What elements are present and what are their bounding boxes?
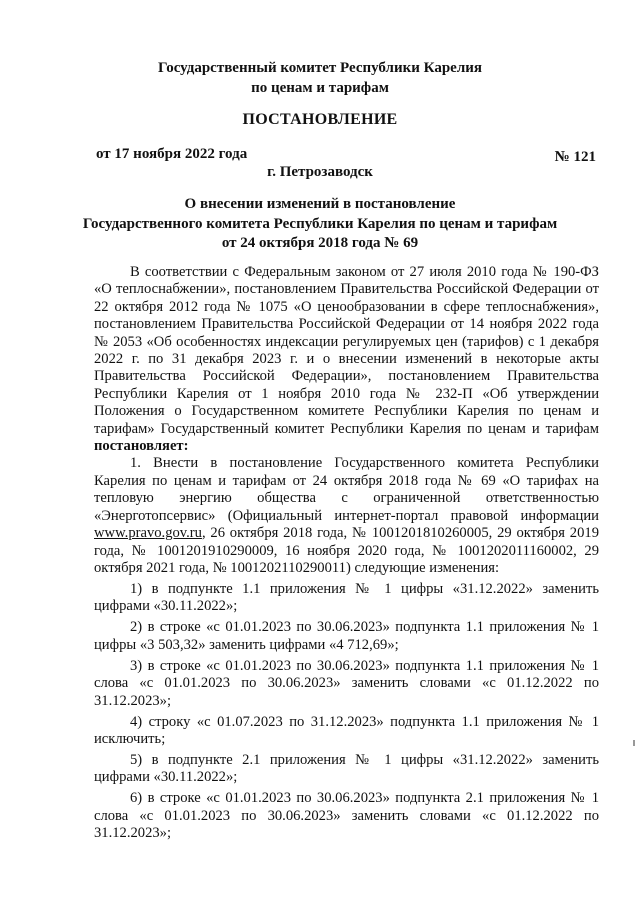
document-date: от 17 ноября 2022 года: [96, 146, 248, 162]
clause-1-paragraph: [94, 455, 599, 577]
document-type: ПОСТАНОВЛЕНИЕ: [242, 111, 398, 128]
list-item: 5) в подпункте 2.1 приложения № 1 цифры «31.12.2022» заменить цифрами «30.11.2022»;: [94, 751, 599, 786]
list-item: 2) в строке «с 01.01.2023 по 30.06.2023» подпункта 1.1 приложения № 1 цифры «3 503,32» заменить цифрами «4 712,69»;: [94, 619, 599, 653]
list-item: 6) в строке «с 01.01.2023 по 30.06.2023» подпункта 2.1 приложения № 1 слова «с 01.01.2023 по 30.06.2023» заменить словами «с 01.12.2022 по 31.12.2023»;: [94, 790, 599, 842]
preamble-text: В соответствии с Федеральным законом от 27 июля 2010 года № 190-ФЗ «О теплоснабжении», постановлением Правительства Российской Федерации от 22 октября 2012 года № 1075 «О ценообразовании в сфере теплоснабжения», постановлением Правительства Российской Федерации от 14 ноября 2022 года № 2053 «Об особенностях индексации регулируемых цен (тарифов) с 1 декабря 2022 г. по 31 декабря 2023 г. и о внесении изменений в некоторые акты Правительства Российской Федерации», постановлением Правительства Республики Карелия от 1 ноября 2010 года № 232-П «Об утверждении Положения о Государственном комитете Республики Карелия по ценам и тарифам» Государственный комитет Республики Карелия по ценам и тарифам: [94, 264, 599, 437]
document-number: № 121: [554, 149, 596, 165]
scan-margin-mark: [633, 740, 635, 746]
title-line1: О внесении изменений в постановление: [184, 196, 456, 212]
list-item: 1) в подпункте 1.1 приложения № 1 цифры «31.12.2022» заменить цифрами «30.11.2022»;: [94, 580, 599, 615]
list-item: 4) строку «с 01.07.2023 по 31.12.2023» подпункта 1.1 приложения № 1 исключить;: [94, 713, 599, 747]
clause-1-publication-text: , 26 октября 2018 года, № 1001201810260005, 29 октября 2019 года, № 1001201910290009, 16 ноября 2020 года, № 1001202011160002, 29 октября 2021 года, № 1001202110290011) следующие изменения:: [94, 525, 599, 576]
document-city: г. Петрозаводск: [267, 164, 373, 180]
title-line2: Государственного комитета Республики Карелия по ценам и тарифам: [82, 216, 558, 232]
title-line3: от 24 октября 2018 года № 69: [221, 235, 419, 251]
clause-1-text: 1. Внести в постановление Государственного комитета Республики Карелия по ценам и тарифам от 24 октября 2018 года № 69 «О тарифах на тепловую энергию общества с ограниченной ответственностью «Энерготопсервис» (Официальный интернет-портал правовой информации: [94, 455, 599, 524]
preamble-paragraph: [94, 264, 599, 455]
org-name-line2: по ценам и тарифам: [251, 80, 389, 96]
resolves-word: постановляет:: [94, 438, 189, 455]
document-body: [94, 264, 599, 843]
org-name-line1: Государственный комитет Республики Карелия: [158, 60, 482, 76]
pravo-gov-link[interactable]: www.pravo.gov.ru: [94, 525, 202, 542]
list-item: 3) в строке «с 01.01.2023 по 30.06.2023» подпункта 1.1 приложения № 1 слова «с 01.01.2023 по 30.06.2023» заменить словами «с 01.12.2022 по 31.12.2023»;: [94, 657, 599, 709]
